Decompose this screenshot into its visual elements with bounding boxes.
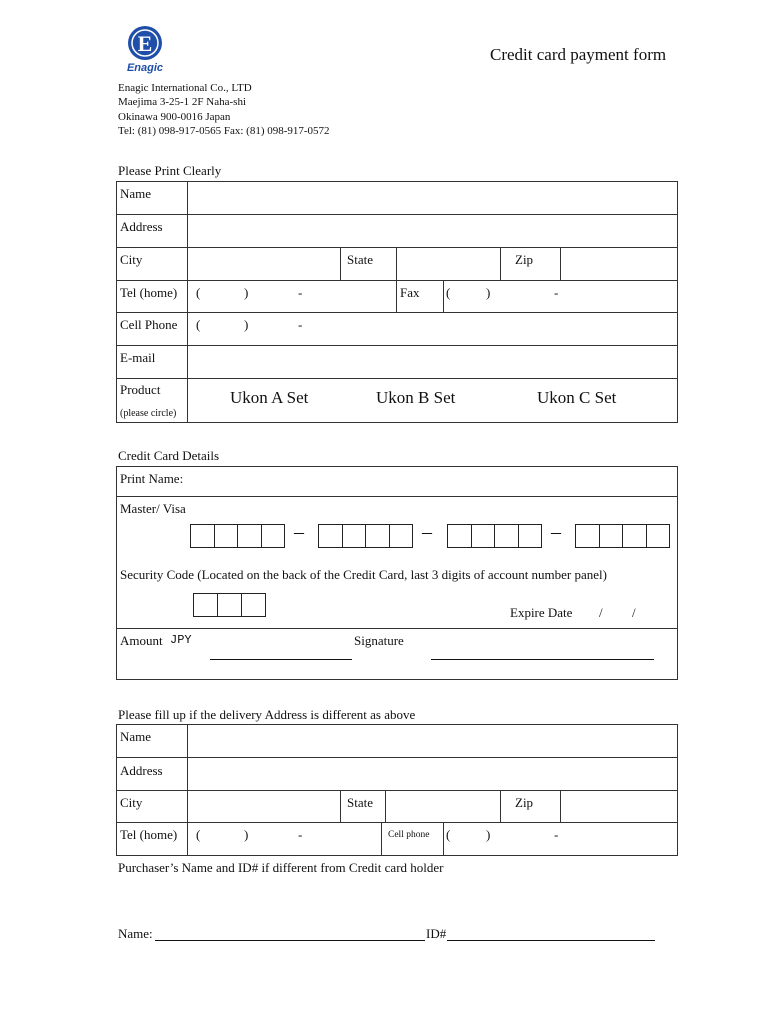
card-digit-box[interactable]: [646, 524, 670, 548]
expire-slash-2: /: [632, 605, 636, 620]
product-label: Product: [120, 382, 161, 397]
delivery-address-label: Address: [120, 763, 163, 778]
card-digit-box[interactable]: [261, 524, 285, 548]
security-digit-box[interactable]: [217, 593, 241, 617]
zip-label: Zip: [515, 252, 534, 267]
card-digit-box[interactable]: [214, 524, 238, 548]
expire-date-label: Expire Date: [510, 605, 573, 620]
tel-paren-open: (: [196, 285, 201, 300]
print-name-field[interactable]: [195, 467, 677, 495]
card-group-dash: –: [551, 521, 561, 543]
company-address-1: Maejima 3-25-1 2F Naha-shi: [118, 96, 246, 108]
delivery-zip-label: Zip: [515, 795, 534, 810]
cell-paren-open: (: [196, 317, 201, 332]
fax-paren-close: ): [486, 285, 491, 300]
currency-label: JPY: [170, 633, 192, 647]
product-ukon-a[interactable]: Ukon A Set: [230, 388, 309, 407]
section2-heading: Credit Card Details: [118, 448, 220, 463]
delivery-cell-paren-close: ): [486, 827, 491, 842]
form-title: Credit card payment form: [490, 45, 667, 64]
delivery-tel-paren-close: ): [244, 827, 249, 842]
signature-label: Signature: [354, 633, 404, 648]
please-circle-note: (please circle): [120, 408, 177, 419]
product-ukon-b[interactable]: Ukon B Set: [376, 388, 456, 407]
card-digit-box[interactable]: [389, 524, 413, 548]
card-digit-box[interactable]: [365, 524, 389, 548]
company-phone-fax: Tel: (81) 098-917-0565 Fax: (81) 098-917-0572: [118, 125, 330, 137]
cell-phone-field[interactable]: [189, 313, 677, 345]
city-field[interactable]: [189, 248, 339, 280]
fax-label: Fax: [400, 285, 420, 300]
delivery-tel-field[interactable]: [189, 823, 380, 855]
card-digit-box[interactable]: [237, 524, 261, 548]
logo-text: Enagic: [126, 62, 164, 74]
security-digit-box[interactable]: [241, 593, 265, 617]
delivery-cell-field[interactable]: [445, 823, 677, 855]
address-field[interactable]: [189, 215, 677, 247]
amount-line[interactable]: [210, 659, 352, 660]
purchaser-note: Purchaser’s Name and ID# if different from Credit card holder: [118, 860, 444, 875]
card-digit-box[interactable]: [190, 524, 214, 548]
delivery-tel-label: Tel (home): [120, 827, 178, 842]
logo-letter: E: [137, 31, 153, 56]
fax-dash: -: [554, 285, 559, 300]
expire-slash-1: /: [599, 605, 603, 620]
card-digit-box[interactable]: [447, 524, 471, 548]
footer-id-line[interactable]: [447, 940, 655, 941]
delivery-address-field[interactable]: [189, 758, 677, 790]
fax-field[interactable]: [445, 281, 677, 312]
product-ukon-c[interactable]: Ukon C Set: [537, 388, 617, 407]
delivery-state-field[interactable]: [387, 791, 499, 822]
delivery-tel-dash: -: [298, 827, 303, 842]
cell-dash: -: [298, 317, 303, 332]
delivery-zip-field[interactable]: [562, 791, 677, 822]
tel-home-field[interactable]: [189, 281, 395, 312]
delivery-cell-label: Cell phone: [388, 830, 430, 840]
email-field[interactable]: [189, 346, 677, 378]
state-field[interactable]: [398, 248, 499, 280]
delivery-name-label: Name: [120, 729, 152, 744]
cell-paren-close: ): [244, 317, 249, 332]
security-code-label: Security Code (Located on the back of the Credit Card, last 3 digits of account number panel): [120, 567, 607, 582]
delivery-tel-paren-open: (: [196, 827, 201, 842]
city-label: City: [120, 252, 143, 267]
footer-name-line[interactable]: [155, 940, 425, 941]
card-digit-box[interactable]: [622, 524, 646, 548]
card-digit-box[interactable]: [471, 524, 495, 548]
security-digit-box[interactable]: [193, 593, 217, 617]
card-digit-box[interactable]: [318, 524, 342, 548]
tel-dash: -: [298, 285, 303, 300]
amount-label: Amount: [120, 633, 163, 648]
delivery-city-label: City: [120, 795, 143, 810]
fax-paren-open: (: [446, 285, 451, 300]
footer-name-label: Name:: [118, 926, 153, 941]
section1-heading: Please Print Clearly: [118, 163, 222, 178]
address-label: Address: [120, 219, 163, 234]
company-name: Enagic International Co., LTD: [118, 82, 252, 94]
enagic-logo: [120, 24, 170, 74]
section3-heading: Please fill up if the delivery Address is different as above: [118, 707, 416, 722]
state-label: State: [347, 252, 373, 267]
cell-phone-label: Cell Phone: [120, 317, 178, 332]
expire-date-field[interactable]: [583, 603, 673, 623]
signature-line[interactable]: [431, 659, 654, 660]
master-visa-label: Master/ Visa: [120, 501, 186, 516]
tel-paren-close: ): [244, 285, 249, 300]
delivery-city-field[interactable]: [189, 791, 339, 822]
delivery-cell-dash: -: [554, 827, 559, 842]
delivery-state-label: State: [347, 795, 373, 810]
card-group-dash: –: [422, 521, 432, 543]
company-address-2: Okinawa 900-0016 Japan: [118, 111, 231, 123]
print-name-label: Print Name:: [120, 471, 184, 486]
name-label: Name: [120, 186, 152, 201]
delivery-name-field[interactable]: [189, 725, 677, 757]
card-digit-box[interactable]: [575, 524, 599, 548]
card-digit-box[interactable]: [494, 524, 518, 548]
enagic-logo-icon: [120, 24, 170, 74]
card-digit-box[interactable]: [518, 524, 542, 548]
tel-home-label: Tel (home): [120, 285, 178, 300]
footer-id-label: ID#: [426, 926, 447, 941]
zip-field[interactable]: [562, 248, 677, 280]
card-digit-box[interactable]: [342, 524, 366, 548]
delivery-cell-paren-open: (: [446, 827, 451, 842]
card-digit-box[interactable]: [599, 524, 623, 548]
email-label: E-mail: [120, 350, 156, 365]
name-field[interactable]: [189, 182, 677, 214]
card-group-dash: –: [294, 521, 304, 543]
